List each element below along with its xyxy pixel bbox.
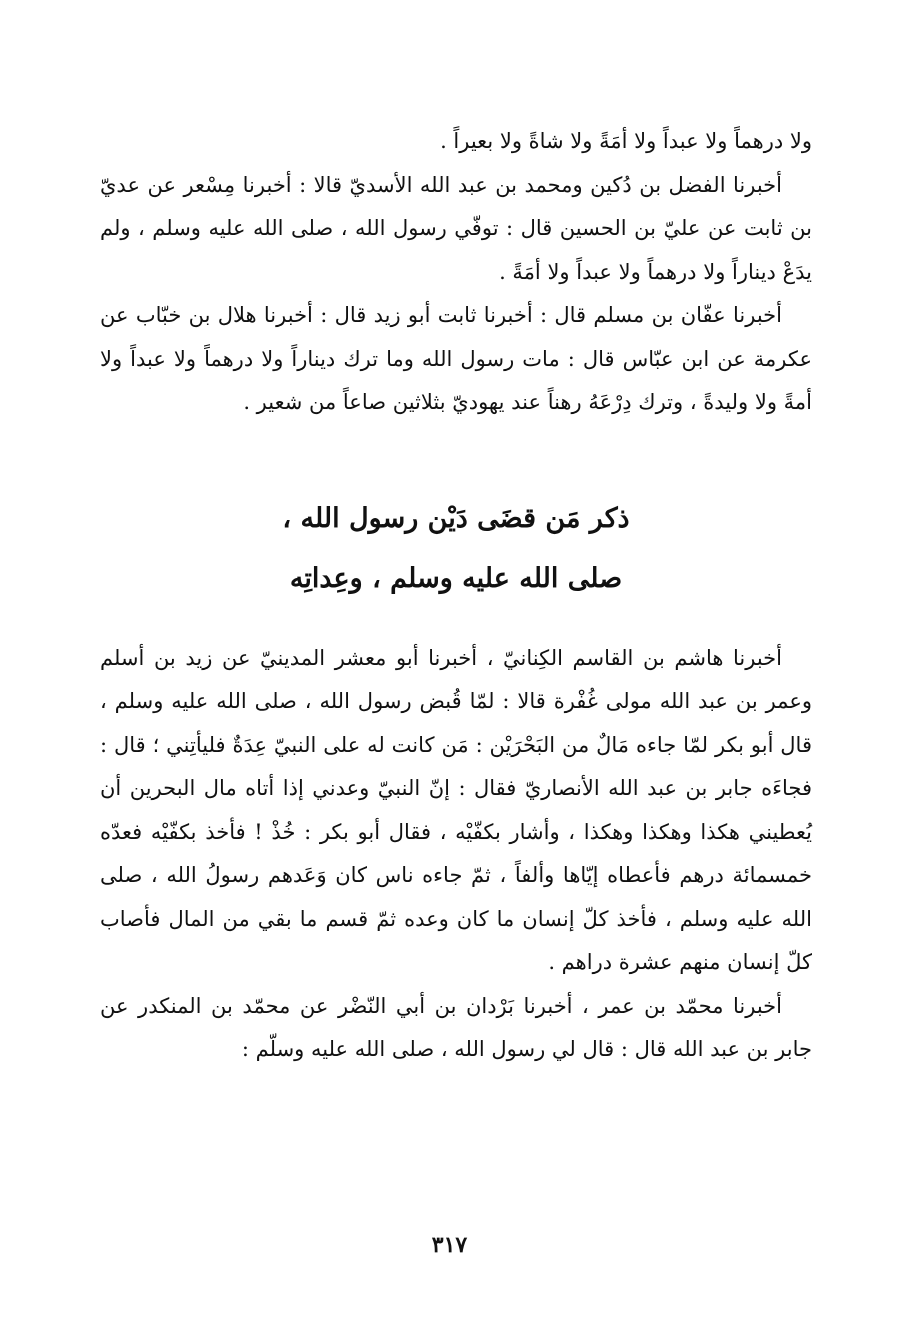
spacer	[100, 609, 812, 637]
paragraph-hadith-fadl: أخبرنا الفضل بن دُكين ومحمد بن عبد الله الأسديّ قالا : أخبرنا مِسْعر عن عديّ بن ثابت عن عليّ بن الحسين قال : توفّي رسول الله ، صلى الله عليه وسلم ، ولم يدَعْ ديناراً ولا درهماً ولا عبداً ولا أمَةً .	[100, 172, 812, 284]
spacer	[100, 425, 812, 489]
paragraph-hadith-hashim: أخبرنا هاشم بن القاسم الكِنانيّ ، أخبرنا أبو معشر المدينيّ عن زيد بن أسلم وعمر بن عبد الله مولى غُفْرة قالا : لمّا قُبض رسول الله ، صلى الله عليه وسلم ، قال أبو بكر لمّا جاءه مَالٌ من البَحْرَيْن : مَن كانت له على النبيّ عِدَةٌ فليأتِني ؛ قال : فجاءَه جابر بن عبد الله الأنصاريّ فقال : إنّ النبيّ وعدني إذا أتاه مال البحرين أن يُعطيني هكذا وهكذا وهكذا ، وأشار بكفّيْه ، فقال أبو بكر : خُذْ ! فأخذ بكفّيْه فعدّه خمسمائة درهم فأعطاه إيّاها وألفاً ، ثمّ جاءه ناس كان وَعَدهم رسولُ الله ، صلى الله عليه وسلم ، فأخذ كلّ إنسان ما كان وعده ثمّ قسم ما بقي من المال فأصاب كلّ إنسان منهم عشرة دراهم .	[100, 645, 812, 974]
page-number: ٣١٧	[431, 1232, 468, 1258]
section-heading-line-2: صلى الله عليه وسلم ، وعِداتِه	[289, 562, 623, 594]
section-heading-line-1: ذكر مَن قضَى دَيْن رسول الله ،	[282, 502, 630, 534]
document-page	[100, 120, 812, 1072]
paragraph-hadith-affan: أخبرنا عفّان بن مسلم قال : أخبرنا ثابت أبو زيد قال : أخبرنا هلال بن خبّاب عن عكرمة عن ابن عبّاس قال : مات رسول الله وما ترك ديناراً ولا درهماً ولا عبداً ولا أمةً ولا وليدةً ، وترك دِرْعَهُ رهناً عند يهوديّ بثلاثين صاعاً من شعير .	[100, 303, 812, 414]
paragraph-continuation: ولا درهماً ولا عبداً ولا أمَةً ولا شاةً ولا بعيراً .	[440, 129, 812, 153]
paragraph-hadith-muhammad: أخبرنا محمّد بن عمر ، أخبرنا بَرْدان بن أبي النّضْر عن محمّد بن المنكدر عن جابر بن عبد الله قال : قال لي رسول الله ، صلى الله عليه وسلّم :	[100, 993, 812, 1061]
